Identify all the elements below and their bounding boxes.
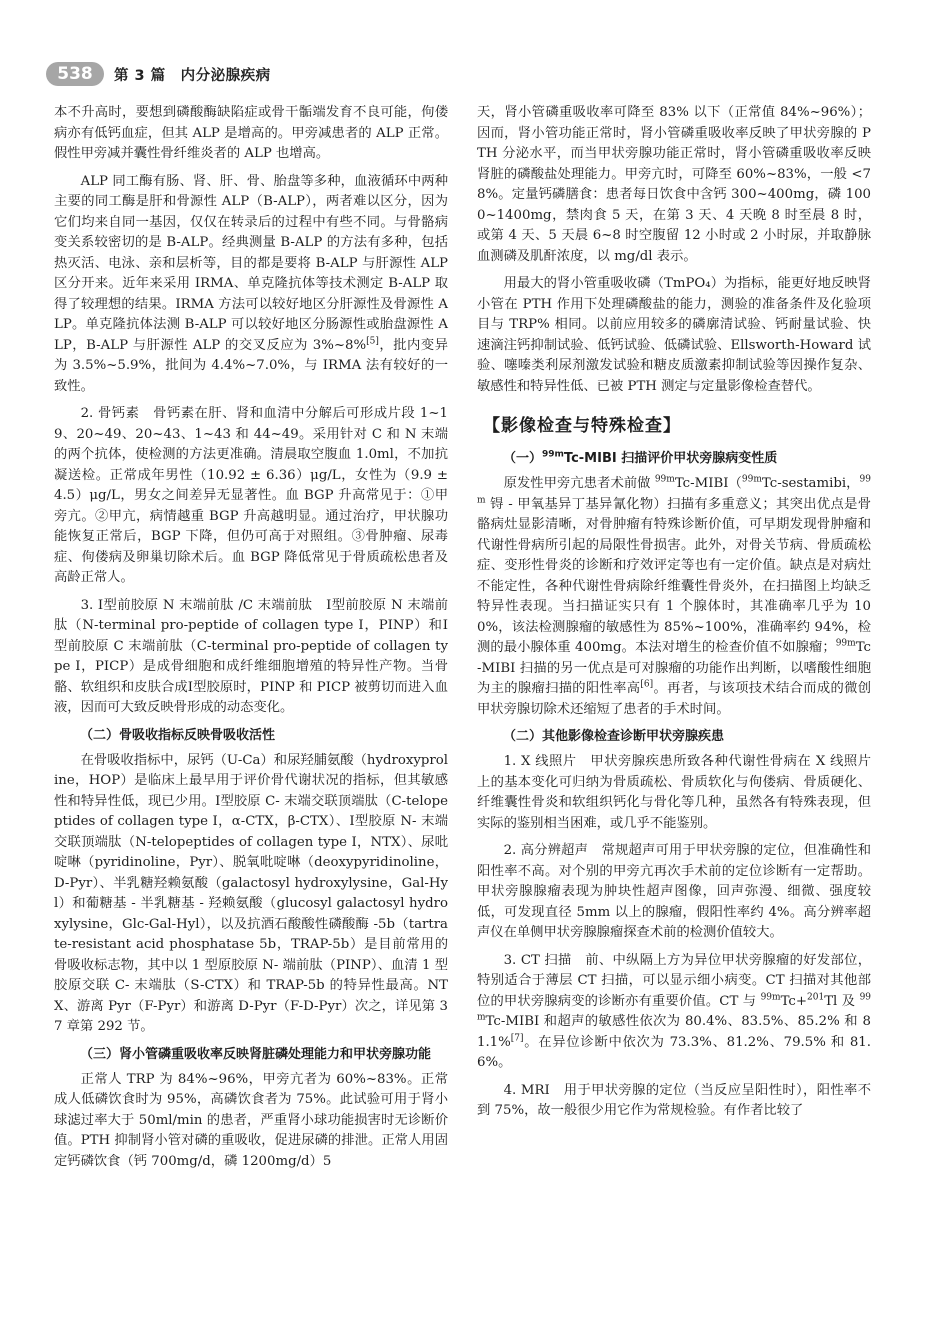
subheading: （二）其他影像检查诊断甲状旁腺疾患 bbox=[503, 729, 725, 744]
paragraph: 4. MRI 用于甲状旁腺的定位（当反应呈阳性时），阳性率不到 75%，故一般很少用它作为常规检验。有作者比较了 bbox=[477, 1082, 871, 1118]
left-column bbox=[54, 103, 448, 1179]
paragraph: 2. 高分辨超声 常规超声可用于甲状旁腺的定位，但准确性和阳性率不高。对个别的甲旁亢再次手术前的定位诊断有一定帮助。甲状旁腺腺瘤表现为肿块性超声图像，回声弥漫、细微、强度较低，可发现直径 5mm 以上的腺瘤，假阳性率约 4%。高分辨率超声仪在单侧甲状旁腺腺瘤探查术前的检测价值较大。 bbox=[477, 843, 871, 940]
paragraph: 在骨吸收指标中，尿钙（U-Ca）和尿羟脯氨酸（hydroxyproline，HOP）是临床上最早用于评价骨代谢状况的指标，但其敏感性和特异性低，现已少用。Ⅰ型胶原 C- 末端交联顶端肽（C-telopeptides of collagen type Ⅰ，α-CTX，β-CTX）、Ⅰ型胶原 N- 末端交联顶端肽（N-telopeptides of collagen type Ⅰ，NTX）、尿吡啶啉（pyridinoline，Pyr）、脱氧吡啶啉（deoxypyridinoline，D-Pyr）、半乳糖羟赖氨酸（galactosyl hydroxylysine，Gal-Hyl）和葡糖基 - 半乳糖基 - 羟赖氨酸（glucosyl galactosyl hydroxylysine，Glc-Gal-Hyl），以及抗酒石酸酸性磷酸酶 -5b（tartrate-resistant acid phosphatase 5b，TRAP-5b）是目前常用的骨吸收标志物，其中以 1 型原胶原 N- 端前肽（PINP）、血清 1 型胶原交联 C- 末端肽（S-CTX）和 TRAP-5b 的特异性最高。NTX、游离 Pyr（F-Pyr）和游离 D-Pyr（F-D-Pyr）次之，详见第 37 章第 292 节。 bbox=[54, 752, 448, 1034]
paragraph: 2. 骨钙素 骨钙素在肝、肾和血清中分解后可形成片段 1~19、20~49、20~43、1~43 和 44~49。采用针对 C 和 N 末端的两个抗体，使检测的方法更准确。清晨取空腹血 1.0ml，不加抗凝送检。正常成年男性（10.92 ± 6.36）μg/L，女性为（9.9 ± 4.5）μg/L，男女之间差异无显著性。血 BGP 升高常见于：①甲旁亢。②甲亢，病情越重 BGP 升高越明显。通过治疗，甲状腺功能恢复正常后，BGP 下降，但仍可高于对照组。③骨肿瘤、尿毒症、佝偻病及卵巢切除术后。血 BGP 降低常见于骨质疏松患者及高龄正常人。 bbox=[54, 406, 448, 585]
paragraph: 天，肾小管磷重吸收率可降至 83% 以下（正常值 84%~96%）；因而，肾小管功能正常时，肾小管磷重吸收率反映了甲状旁腺的 PTH 分泌水平，而当甲状旁腺功能正常时，肾小管磷重吸收率反映肾脏的磷酸盐处理能力。甲旁亢时，可降至 60%~83%，一般 <78%。定量钙磷膳食：患者每日饮食中含钙 300~400mg，磷 1000~1400mg，禁肉食 5 天，在第 3 天、4 天晚 8 时至晨 8 时，或第 4 天、5 天晨 6~8 时空腹留 12 小时或 2 小时尿，并取静脉血测磷及肌酐浓度，以 mg/dl 表示。 bbox=[477, 105, 871, 264]
running-title: 第 3 篇 内分泌腺疾病 bbox=[114, 67, 271, 84]
section-heading: 【影像检查与特殊检查】 bbox=[483, 416, 681, 436]
paragraph: 1. X 线照片 甲状旁腺疾患所致各种代谢性骨病在 X 线照片上的基本变化可归纳为骨质疏松、骨质软化与佝偻病、骨质硬化、纤维囊性骨炎和软组织钙化与骨化等几种，虽然各有特殊表现，但实际的鉴别相当困难，或几乎不能鉴别。 bbox=[477, 754, 871, 831]
page-number-badge: 538 bbox=[46, 62, 104, 86]
running-header bbox=[46, 60, 271, 88]
paragraph: ALP 同工酶有肠、肾、肝、骨、胎盘等多种，血液循环中两种主要的同工酶是肝和骨源性 ALP（B-ALP），两者难以区分，因为它们均来自同一基因，仅仅在转录后的过程中有些不同。与骨骼病变关系较密切的是 B-ALP。经典测量 B-ALP 的方法有多种，包括热灭活、电泳、亲和层析等，目的都是要将 B-ALP 与肝源性 ALP 区分开来。近年来采用 IRMA、单克隆抗体等技术测定 B-ALP 取得了较理想的结果。IRMA 方法可以较好地区分肝源性及骨源性 ALP。单克隆抗体法测 B-ALP 可以较好地区分肠源性或胎盘源性 ALP，B-ALP 与肝源性 ALP 的交叉反应为 3%~8%[5]，批内变异为 3.5%~5.9%，批间为 4.4%~7.0%，与 IRMA 法有较好的一致性。 bbox=[54, 173, 448, 394]
paragraph: 3. CT 扫描 前、中纵隔上方为异位甲状旁腺瘤的好发部位，特别适合于薄层 CT 扫描，可以显示细小病变。CT 扫描对其他部位的甲状旁腺病变的诊断亦有重要价值。CT 与 $^{99m}$Tc+$^{201}$Tl 及 $^{99m}$Tc-MIBI 和超声的敏感性依次为 80.4%、83.5%、85.2% 和 81.1%[7]。在异位诊断中依次为 73.3%、81.2%、79.5% 和 81.6%。 bbox=[477, 952, 872, 1070]
subheading: （三）肾小管磷重吸收率反映肾脏磷处理能力和甲状旁腺功能 bbox=[80, 1046, 432, 1062]
citation: [5] bbox=[366, 336, 379, 347]
paragraph: 本不升高时，要想到磷酸酶缺陷症或骨干骺端发育不良可能，佝偻病亦有低钙血症，但其 ALP 是增高的。甲旁减患者的 ALP 正常。假性甲旁减并囊性骨纤维炎者的 ALP 也增高。 bbox=[54, 105, 448, 161]
subheading: （二）骨吸收指标反映骨吸收活性 bbox=[80, 727, 276, 743]
subheading: （一）$^{99m}$Tc-MIBI 扫描评价甲状旁腺病变性质 bbox=[503, 449, 778, 466]
paragraph: 用最大的肾小管重吸收磷（TmPO₄）为指标，能更好地反映肾小管在 PTH 作用下处理磷酸盐的能力，测验的准备条件及化验项目与 TRP% 相同。以前应用较多的磷廓清试验、钙耐量试验、快速滴注钙抑制试验、低钙试验、低磷试验、Ellsworth-Howard 试验、噻嗪类利尿剂激发试验和糖皮质激素抑制试验等因操作复杂、敏感性和特异性低、已被 PTH 测定与定量影像检查替代。 bbox=[477, 276, 871, 394]
citation: [6] bbox=[640, 679, 654, 690]
paragraph: 3. Ⅰ型前胶原 N 末端前肽 /C 末端前肽 Ⅰ型前胶原 N 末端前肽（N-terminal pro-peptide of collagen type Ⅰ，PINP）和Ⅰ型前胶原 C 末端前肽（C-terminal pro-peptide of collagen type Ⅰ，PICP）是成骨细胞和成纤维细胞增殖的特异性产物。当骨骼、软组织和皮肤合成Ⅰ型胶原时，PINP 和 PICP 被剪切而进入血液，因而可大致反映骨形成的动态变化。 bbox=[54, 597, 448, 715]
right-column bbox=[477, 103, 871, 1129]
paragraph: 原发性甲旁亢患者术前做 $^{99m}$Tc-MIBI（$^{99m}$Tc-sestamibi，$^{99m}$ 锝 - 甲氧基异丁基异氰化物）扫描有多重意义；其突出优点是骨骼病灶显影清晰，对骨肿瘤有特殊诊断价值，可早期发现骨肿瘤和代谢性骨病所引起的局限性骨损害。此外，对骨关节病、骨质疏松症、变形性骨炎的诊断和疗效评定等也有一定价值。缺点是对病灶不能定性，各种代谢性骨病除纤维囊性骨炎外，在扫描图上均缺乏特异性表现。当扫描证实只有 1 个腺体时，其准确率几乎为 100%，该法检测腺瘤的敏感性为 85%~100%，准确率约 94%，检测的最小腺体重 400mg。本法对增生的检查价值不如腺瘤；$^{99m}$Tc-MIBI 扫描的另一优点是可对腺瘤的功能作出判断，以嗜酸性细胞为主的腺瘤扫描的阳性率高[6]。再者，与该项技术结合而成的微创甲状旁腺切除术还缩短了患者的手术时间。 bbox=[477, 474, 872, 717]
paragraph: 正常人 TRP 为 84%~96%，甲旁亢者为 60%~83%。正常成人低磷饮食时为 95%，高磷饮食者为 75%。此试验可用于肾小球滤过率大于 50ml/min 的患者，严重肾小球功能损害时无诊断价值。PTH 抑制肾小管对磷的重吸收，促进尿磷的排泄。正常人用固定钙磷饮食（钙 700mg/d，磷 1200mg/d）5 bbox=[54, 1071, 448, 1169]
citation: [7] bbox=[510, 1033, 524, 1044]
